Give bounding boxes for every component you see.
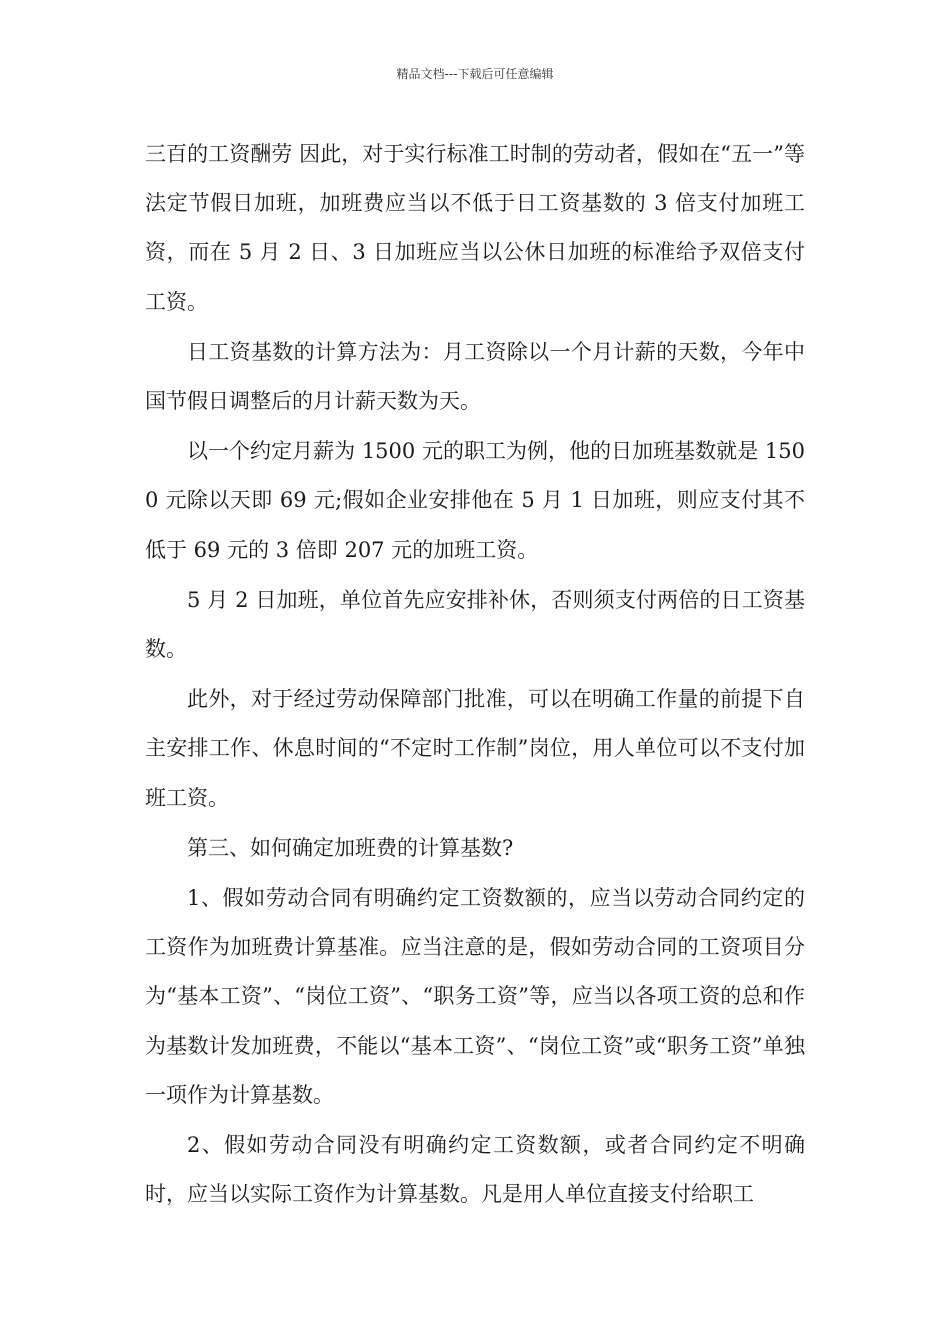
paragraph: 三百的工资酬劳 因此，对于实行标准工时制的劳动者，假如在“五一”等法定节假日加班，加班费应当以不低于日工资基数的 3 倍支付加班工资，而在 5 月 2 日、3 日加班应当以公休日加班的标准给予双倍支付工资。 [145,142,805,314]
document-body [145,130,805,1220]
paragraph: 日工资基数的计算方法为：月工资除以一个月计薪的天数，今年中国节假日调整后的月计薪天数为天。 [145,339,805,414]
paragraph: 1、假如劳动合同有明确约定工资数额的，应当以劳动合同约定的工资作为加班费计算基准。应当注意的是，假如劳动合同的工资项目分为“基本工资”、“岗位工资”、“职务工资”等，应当以各项工资的总和作为基数计发加班费，不能以“基本工资”、“岗位工资”或“职务工资”单独一项作为计算基数。 [145,886,805,1107]
page-header: 精品文档---下载后可任意编辑 [396,67,554,81]
paragraph: 此外，对于经过劳动保障部门批准，可以在明确工作量的前提下自主安排工作、休息时间的“不定时工作制”岗位，用人单位可以不支付加班工资。 [145,687,805,810]
paragraph: 2、假如劳动合同没有明确约定工资数额，或者合同约定不明确时，应当以实际工资作为计算基数。凡是用人单位直接支付给职工 [145,1133,805,1207]
paragraph: 以一个约定月薪为 1500 元的职工为例，他的日加班基数就是 1500 元除以天即 69 元;假如企业安排他在 5 月 1 日加班，则应支付其不低于 69 元的 3 倍即 207 元的加班工资。 [145,439,805,562]
section-heading: 第三、如何确定加班费的计算基数? [187,835,514,860]
paragraph: 5 月 2 日加班，单位首先应安排补休，否则须支付两倍的日工资基数。 [145,587,805,662]
